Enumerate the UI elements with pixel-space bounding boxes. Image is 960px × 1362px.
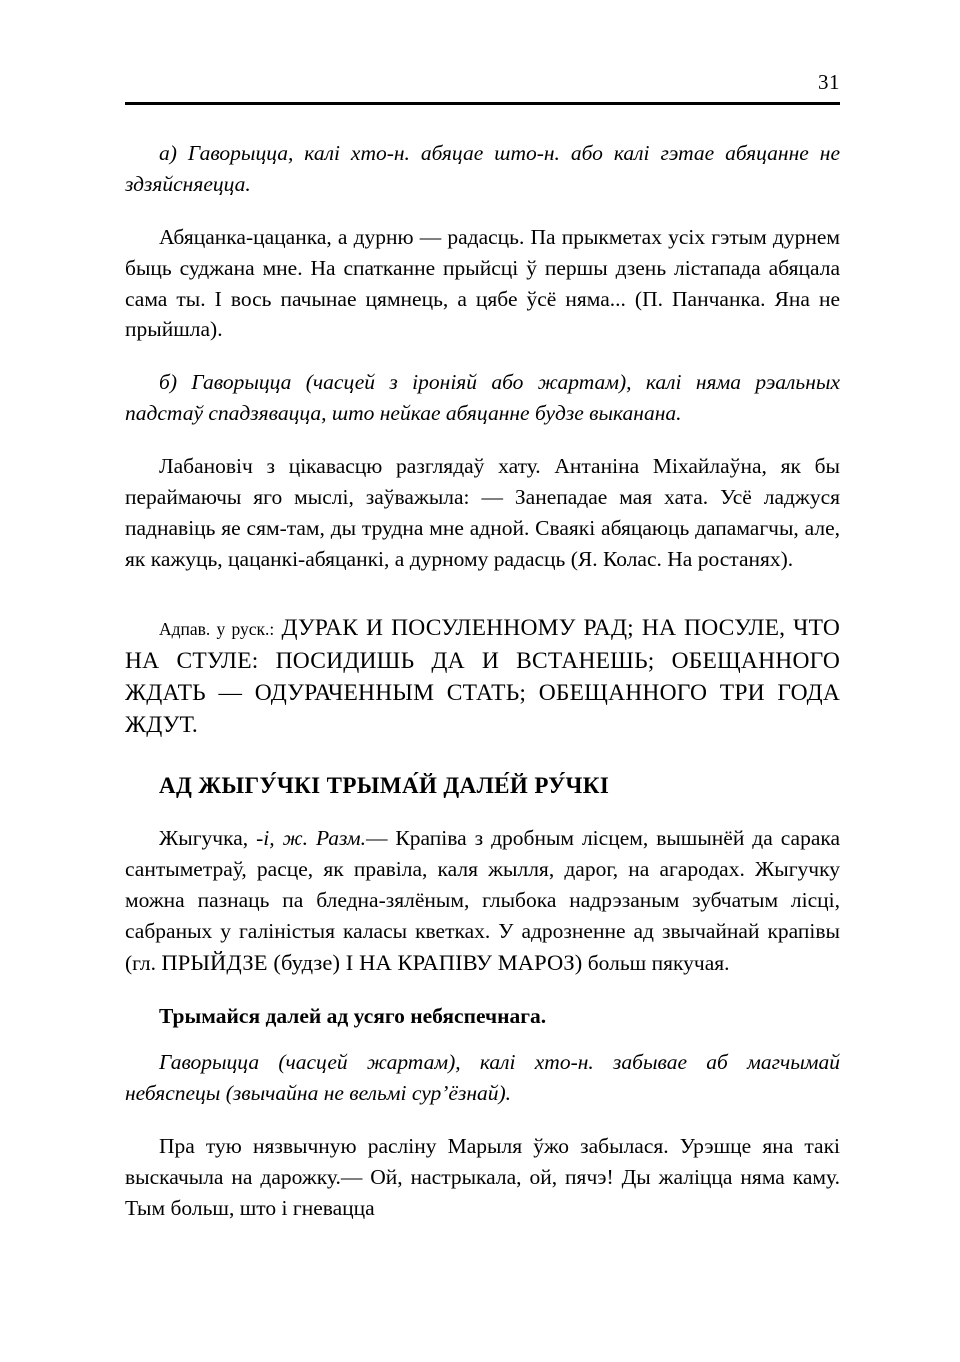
definition-body-text: Крапіва з дробным лісцем, вышынёй да сарака сантыметраў, расце, як правіла, каля жылля, дарог, на агародах. Жыгучку можна пазнаць па бледна-зялёным, глыбока надрэзаным зубчатым лісці, сабраных у галіністыя каласы кветках. У адрозненне ад звычайнай крапівы (гл. bbox=[125, 826, 841, 976]
example-paragraph-b: Лабановіч з цікавасцю разглядаў хату. Антаніна Міхайлаўна, як бы пераймаючы яго мыслі, заўважыла: — Занепадае мая хата. Усё ладжуся паднавіць яе сям-там, ды трудна мне адной. Сваякі абяцаюць дапамагчы, але, як кажуць, цацанкі-абяцанкі, а дурному радасць (Я. Колас. На ростанях). bbox=[125, 454, 840, 571]
equivalent-lead-label: Адпав. у руск.: bbox=[159, 619, 275, 640]
example-paragraph-a: Абяцанка-цацанка, а дурню — радасць. Па прыкметах усіх гэтым дурнем быць суджана мне. На спатканне прыйсці ў першы дзень лістапада абяцала сама ты. І вось пачынае цямнець, а цябе ўсё няма... (П. Панчанка. Яна не прыйшла). bbox=[125, 225, 840, 342]
paragraph-spacer bbox=[125, 801, 840, 823]
definition-paragraph bbox=[125, 823, 840, 979]
final-example-paragraph: Пра тую нязвычную расліну Марыля ўжо забылася. Урэшце яна такі выскачыла на дарожку.— Ой, настрыкала, ой, пячэ! Ды жаліцца няма каму. Тым больш, што і гневацца bbox=[125, 1134, 840, 1220]
paragraph-spacer bbox=[125, 1109, 840, 1131]
usage-note-paragraph: Гаворыцца (часцей жартам), калі хто-н. забывае аб магчымай небяспецы (звычайна не вельмі сур’ёзнай). bbox=[125, 1050, 840, 1106]
entry-heading: АД ЖЫГУ́ЧКІ ТРЫМА́Й ДАЛЕ́Й РУ́ЧКІ bbox=[159, 773, 610, 799]
definition-register-label: Разм. bbox=[315, 826, 366, 851]
definition-inflection: -і, bbox=[256, 826, 275, 851]
paragraph-spacer bbox=[125, 345, 840, 367]
proverb-gloss: Трымайся далей ад усяго небяспечнага. bbox=[159, 1004, 547, 1029]
equivalent-proverbs-text: ДУРАК И ПОСУЛЕННОМУ РАД; НА ПОСУЛЕ, ЧТО НА СТУЛЕ: ПОСИДИШЬ ДА И ВСТАНЕШЬ; ОБЕЩАННОГО ЖДАТЬ — ОДУРАЧЕННЫМ СТАТЬ; ОБЕЩАННОГО ТРИ ГОДА ЖДУТ. bbox=[125, 615, 840, 739]
text-column bbox=[125, 138, 840, 1224]
paragraph-spacer bbox=[125, 429, 840, 451]
definition-gender-label: ж. bbox=[282, 826, 308, 851]
header-divider-rule bbox=[125, 102, 840, 105]
definition-dash: — bbox=[365, 826, 388, 851]
paragraph-spacer bbox=[125, 200, 840, 222]
rubric-paragraph-b: б) Гаворыцца (часцей з іроніяй або жартам), калі няма рэальных падстаў спадзявацца, што нейкае абяцанне будзе выканана. bbox=[125, 370, 840, 426]
definition-headword: Жыгучка, bbox=[159, 826, 249, 851]
rubric-paragraph-a: а) Гаворыцца, калі хто-н. абяцае што-н. або калі гэтае абяцанне не здзяйсняецца. bbox=[125, 141, 840, 196]
page-header bbox=[125, 72, 840, 105]
definition-cross-reference: ПРЫЙДЗЕ (будзе) І НА КРАПІВУ МАРОЗ) bbox=[161, 950, 583, 976]
russian-equivalent-paragraph bbox=[125, 612, 840, 741]
paragraph-spacer bbox=[125, 979, 840, 1001]
paragraph-spacer bbox=[125, 1031, 840, 1047]
definition-tail-text: больш пякучая. bbox=[587, 951, 730, 976]
page-number: 31 bbox=[818, 70, 840, 94]
paragraph-spacer bbox=[125, 741, 840, 771]
paragraph-spacer bbox=[125, 574, 840, 612]
